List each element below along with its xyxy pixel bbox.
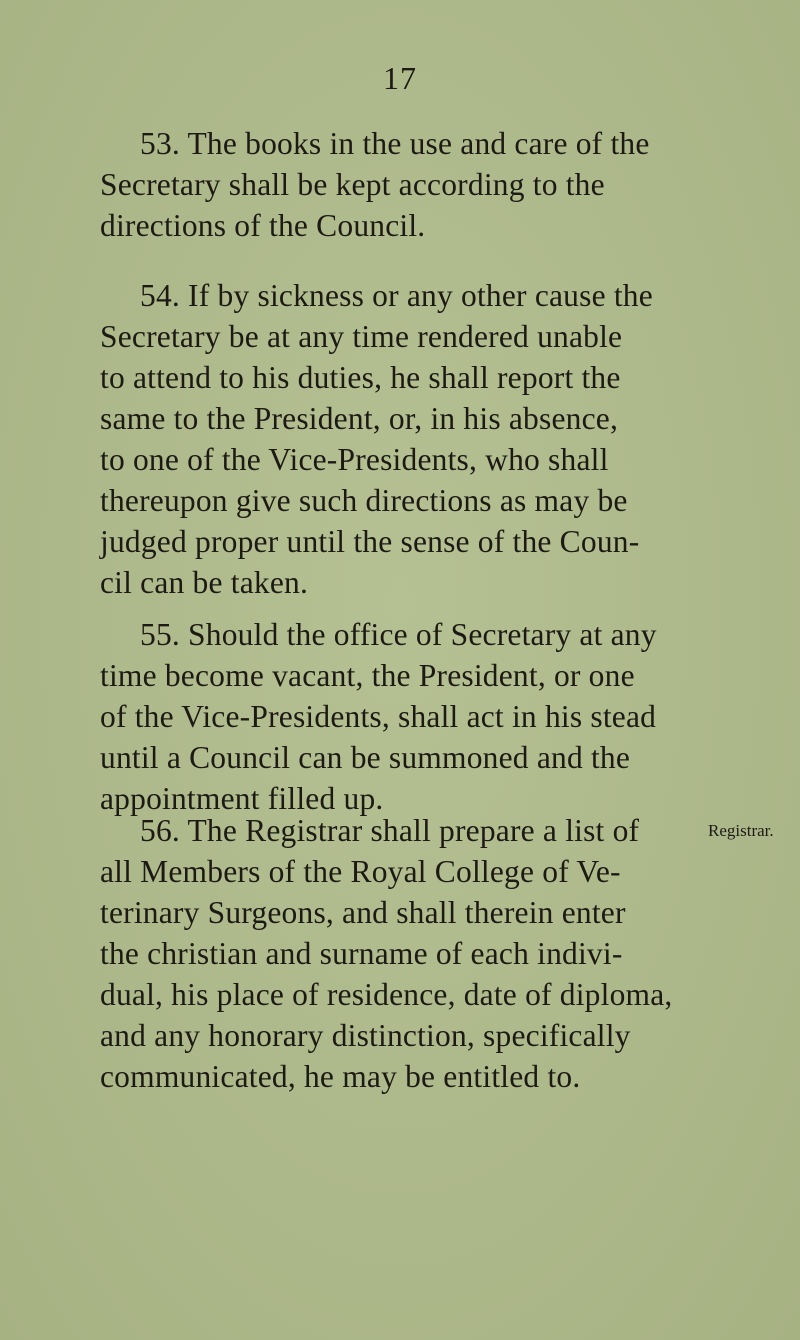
text-line: dual, his place of residence, date of diploma, (100, 977, 673, 1012)
margin-note-registrar: Registrar. (708, 821, 774, 840)
text-line: appointment filled up. (100, 781, 384, 816)
text-line: and any honorary distinction, specifically (100, 1018, 631, 1053)
page-number: 17 (383, 60, 417, 96)
text-line: the christian and surname of each indivi- (100, 936, 623, 971)
text-line: same to the President, or, in his absence, (100, 401, 619, 436)
text-line: thereupon give such directions as may be (100, 483, 628, 518)
text-line: 55. Should the office of Secretary at any (140, 617, 657, 652)
text-line: Secretary shall be kept according to the (100, 167, 605, 202)
section-55 (100, 614, 680, 819)
text-line: cil can be taken. (100, 565, 309, 600)
section-56 (100, 810, 680, 1097)
section-54 (100, 275, 680, 603)
text-line: of the Vice-Presidents, shall act in his stead (100, 699, 657, 734)
text-line: 53. The books in the use and care of the (140, 126, 650, 161)
text-line: communicated, he may be entitled to. (100, 1059, 581, 1094)
text-line: until a Council can be summoned and the (100, 740, 631, 775)
text-line: time become vacant, the President, or one (100, 658, 635, 693)
text-line: to attend to his duties, he shall report the (100, 360, 621, 395)
section-53 (100, 123, 680, 246)
text-line: directions of the Council. (100, 208, 426, 243)
text-line: Secretary be at any time rendered unable (100, 319, 623, 354)
text-line: to one of the Vice-Presidents, who shall (100, 442, 609, 477)
text-line: terinary Surgeons, and shall therein enter (100, 895, 626, 930)
text-line: 56. The Registrar shall prepare a list of (140, 813, 640, 848)
text-line: judged proper until the sense of the Coun- (100, 524, 640, 559)
text-line: all Members of the Royal College of Ve- (100, 854, 621, 889)
text-line: 54. If by sickness or any other cause the (140, 278, 653, 313)
